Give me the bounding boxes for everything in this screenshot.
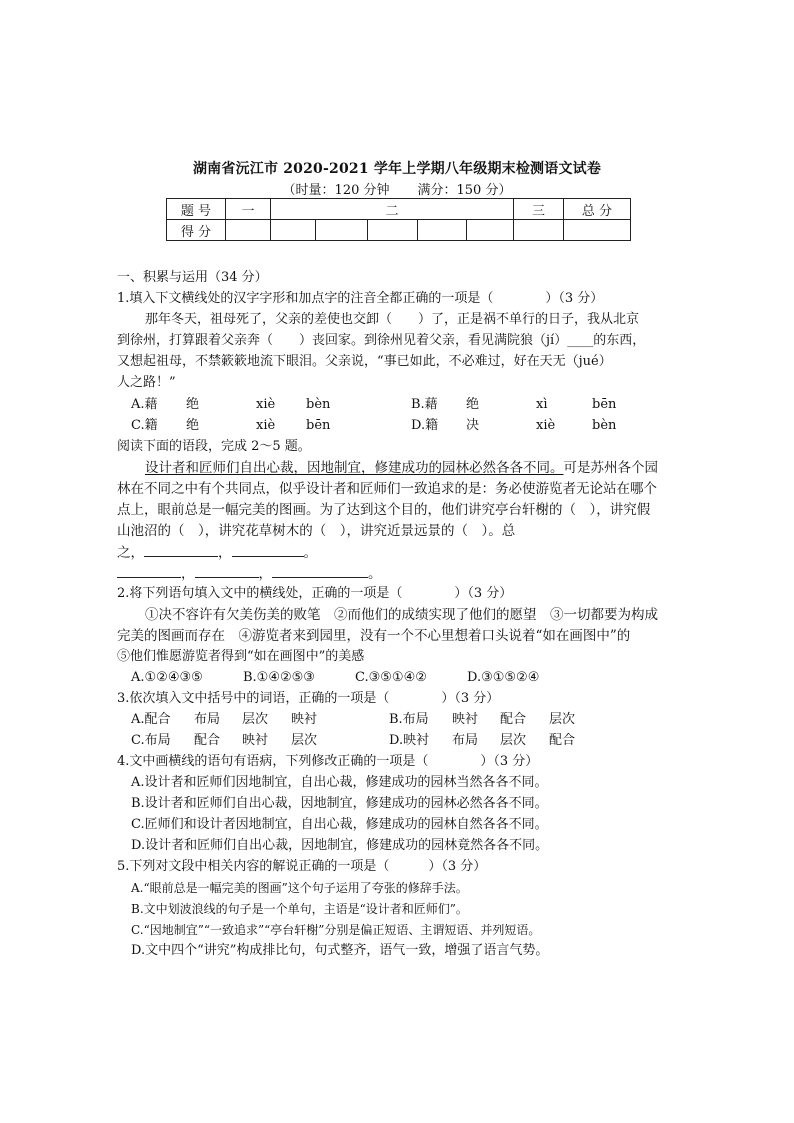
q4-option-d[interactable]: D.设计者和匠师们自出心裁，因地制宜，修建成功的园林竟然各各不同。 — [131, 838, 549, 853]
col-part-3: 三 — [514, 199, 564, 220]
score-cell — [226, 220, 271, 241]
q5-option-c[interactable]: C.“因地制宜”“一致追求”“亭台轩榭”分别是偏正短语、主谓短语、并列短语。 — [131, 923, 541, 937]
q2-sentences: ①决不容许有欠美伤美的败笔 ②而他们的成绩实现了他们的愿望 ③一切都要为构成 — [145, 607, 658, 623]
option-text: xiè — [256, 397, 276, 412]
passage-line: 山池沼的（ ），讲究花草树木的（ ），讲究近景远景的（ ）。总 — [117, 523, 516, 539]
exam-subtitle — [0, 179, 794, 198]
q4-option-b[interactable]: B.设计者和匠师们自出心裁，因地制宜，修建成功的园林必然各各不同。 — [131, 796, 548, 811]
q4-option-a[interactable]: A.设计者和匠师们因地制宜，自出心裁，修建成功的园林当然各各不同。 — [131, 775, 548, 790]
row-label-question: 题 号 — [167, 199, 226, 220]
time-limit: （时量：120 分钟 — [282, 183, 390, 198]
q3-stem: 3.依次填入文中括号中的词语，正确的一项是（ ）（3 分） — [117, 691, 500, 706]
score-cell — [514, 220, 564, 241]
passage-text: ， — [258, 566, 272, 582]
answer-blank[interactable] — [232, 542, 304, 557]
option-text: C.布局 — [131, 733, 171, 748]
option-text: 配合 — [549, 733, 576, 748]
option-text: 绝 — [466, 397, 480, 412]
passage-text: 之， — [117, 545, 144, 561]
answer-blank[interactable] — [195, 563, 259, 578]
q4-stem: 4.文中画横线的语句有语病，下列修改正确的一项是（ ）（3 分） — [117, 754, 539, 769]
q2-stem: 2.将下列语句填入文中的横线处，正确的一项是（ ）（3 分） — [117, 586, 513, 601]
score-cell — [564, 220, 631, 241]
option-text: 绝 — [186, 397, 200, 412]
option-text: bèn — [306, 397, 331, 412]
option-text: B.布局 — [389, 712, 429, 727]
q5-stem: 5.下列对文段中相关内容的解说正确的一项是（ ）（3 分） — [117, 859, 487, 874]
option-text: 布局 — [194, 712, 221, 727]
q2-option-d[interactable]: D.③①⑤②④ — [467, 670, 540, 685]
option-text: xiè — [256, 418, 276, 433]
score-cell — [418, 220, 467, 241]
exam-title: 湖南省沅江市 2020-2021 学年上学期八年级期末检测语文试卷 — [192, 161, 602, 177]
q2-sentences: 完美的图画而存在 ④游览者来到园里，没有一个不心里想着口头说着“如在画图中”的 — [117, 628, 631, 644]
option-text: bēn — [592, 397, 617, 412]
option-text: 映衬 — [452, 712, 479, 727]
answer-blank[interactable] — [117, 563, 181, 578]
option-text: 层次 — [291, 733, 318, 748]
q1-passage-line: 到徐州，打算跟着父亲奔（ ）丧回家。到徐州见着父亲，看见满院狼（jí）____的东西， — [117, 333, 646, 348]
passage-line — [145, 458, 658, 478]
option-text: 配合 — [500, 712, 527, 727]
passage-line: 点上，眼前总是一幅完美的图画。为了达到这个目的，他们讲究亭台轩榭的（ ），讲究假 — [117, 502, 651, 518]
answer-blank[interactable] — [144, 542, 218, 557]
q2-option-c[interactable]: C.③⑤①④② — [355, 670, 427, 685]
reading-intro: 阅读下面的语段，完成 2～5 题。 — [117, 439, 311, 454]
passage-line: 林在不同之中有个共同点，似乎设计者和匠师们一致追求的是：务必使游览者无论站在哪个 — [117, 481, 657, 497]
score-cell — [271, 220, 316, 241]
option-text: 布局 — [452, 733, 479, 748]
q1-passage-line: 那年冬天，祖母死了，父亲的差使也交卸（ ）了，正是祸不单行的日子，我从北京 — [145, 312, 640, 327]
option-text: A.配合 — [131, 712, 171, 727]
q4-option-c[interactable]: C.匠师们和设计者因地制宜，自出心裁，修建成功的园林自然各各不同。 — [131, 817, 548, 832]
passage-text: 。 — [368, 566, 382, 582]
q5-option-d[interactable]: D.文中四个“讲究”构成排比句，句式整齐，语气一致，增强了语言气势。 — [131, 943, 549, 958]
option-text: 层次 — [242, 712, 269, 727]
option-text: D.籍 — [411, 418, 439, 433]
q2-option-b[interactable]: B.①④②⑤③ — [243, 670, 315, 685]
answer-blank[interactable] — [272, 563, 368, 578]
option-text: D.映衬 — [389, 733, 430, 748]
col-part-2: 二 — [271, 199, 514, 220]
q2-option-a[interactable]: A.①②④③⑤ — [131, 670, 203, 685]
row-label-score: 得 分 — [167, 220, 226, 241]
option-text: xiè — [536, 418, 556, 433]
score-table — [166, 198, 631, 241]
score-cell — [467, 220, 514, 241]
option-text: 映衬 — [242, 733, 269, 748]
passage-blanks-line — [117, 542, 317, 563]
score-cell — [316, 220, 368, 241]
option-text: 绝 — [186, 418, 200, 433]
q1-passage-line: 又想起祖母，不禁簌簌地流下眼泪。父亲说，“事已如此，不必难过，好在天无（jué） — [117, 354, 612, 369]
full-score: 满分：150 分） — [417, 183, 512, 198]
q1-stem: 1.填入下文横线处的汉字字形和加点字的注音全都正确的一项是（ ）（3 分） — [117, 291, 604, 306]
q5-option-b[interactable]: B.文中划波浪线的句子是一个单句，主语是“设计者和匠师们”。 — [131, 902, 468, 916]
underlined-sentence: 设计者和匠师们自出心裁，因地制宜，修建成功的园林必然各各不同。 — [145, 460, 564, 476]
q2-sentences: ⑤他们惟愿游览者得到“如在画图中”的美感 — [117, 649, 365, 664]
option-text: 配合 — [194, 733, 221, 748]
col-part-1: 一 — [226, 199, 271, 220]
col-total: 总 分 — [564, 199, 631, 220]
option-text: 映衬 — [291, 712, 318, 727]
q5-option-a[interactable]: A.“眼前总是一幅完美的图画”这个句子运用了夸张的修辞手法。 — [131, 881, 468, 895]
option-text: B.藉 — [411, 397, 438, 412]
option-text: 决 — [466, 418, 480, 433]
q1-passage-line: 人之路！” — [117, 375, 176, 390]
passage-text: 。 — [303, 545, 317, 561]
passage-text: ， — [218, 545, 232, 561]
option-text: xì — [536, 397, 548, 412]
option-text: A.藉 — [131, 397, 158, 412]
option-text: 层次 — [500, 733, 527, 748]
passage-text: 可是苏州各个园 — [563, 460, 658, 476]
section-heading: 一、积累与运用（34 分） — [117, 270, 268, 285]
option-text: 层次 — [549, 712, 576, 727]
score-cell — [368, 220, 418, 241]
option-text: bēn — [306, 418, 331, 433]
passage-blanks-line — [117, 563, 382, 584]
option-text: C.籍 — [131, 418, 158, 433]
passage-text: ， — [181, 566, 195, 582]
option-text: bèn — [592, 418, 617, 433]
